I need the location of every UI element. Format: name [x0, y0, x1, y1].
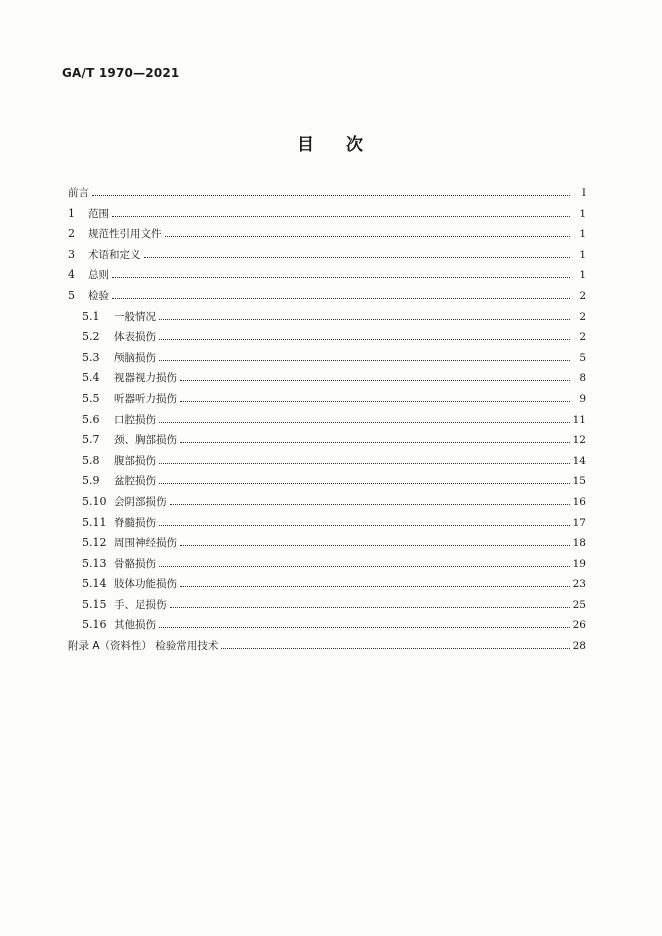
- toc-entry-number: 5.13: [82, 556, 107, 570]
- toc-entry-page: 2: [579, 289, 586, 302]
- toc-entry-page: 1: [579, 228, 586, 241]
- toc-dot-leader: [159, 566, 570, 567]
- toc-entry-number: 5.15: [82, 597, 107, 611]
- toc-entry-label: 手、足损伤: [114, 598, 167, 611]
- toc-entry[interactable]: [68, 535, 586, 556]
- toc-dot-leader: [144, 257, 571, 258]
- toc-entry-number: 5.3: [82, 350, 100, 364]
- toc-entry-number: 5.12: [82, 536, 107, 550]
- toc-entry-label: 口腔损伤: [114, 413, 156, 426]
- toc-entry[interactable]: [68, 453, 586, 474]
- toc-dot-leader: [180, 442, 570, 443]
- toc-entry[interactable]: [68, 329, 586, 350]
- toc-dot-leader: [170, 504, 571, 505]
- toc-entry-label: 会阴部损伤: [114, 495, 167, 508]
- toc-dot-leader: [112, 216, 570, 217]
- toc-entry-label: 视器视力损伤: [114, 372, 177, 385]
- toc-entry-page: 18: [572, 537, 586, 550]
- toc-entry-number: 5.5: [82, 391, 100, 405]
- toc-dot-leader: [112, 298, 570, 299]
- toc-dot-leader: [159, 319, 570, 320]
- toc-entry[interactable]: [68, 226, 586, 247]
- toc-entry[interactable]: [68, 515, 586, 536]
- toc-dot-leader: [165, 236, 571, 237]
- toc-entry-page: 16: [572, 495, 586, 508]
- toc-entry-page: 12: [572, 434, 586, 447]
- toc-entry[interactable]: [68, 638, 586, 659]
- toc-entry-number: 5.2: [82, 330, 100, 344]
- toc-entry-label: 其他损伤: [114, 619, 156, 632]
- toc-entry[interactable]: [68, 556, 586, 577]
- toc-entry-number: 5.10: [82, 494, 107, 508]
- toc-entry[interactable]: [68, 185, 586, 206]
- toc-entry-page: 15: [572, 475, 586, 488]
- toc-entry-page: 1: [579, 207, 586, 220]
- toc-entry-label: 一般情况: [114, 310, 156, 323]
- toc-entry-page: 11: [572, 413, 586, 426]
- toc-entry-label: 附录 A（资料性） 检验常用技术: [68, 640, 219, 653]
- toc-entry-number: 5.6: [82, 412, 100, 426]
- toc-entry-page: 17: [572, 516, 586, 529]
- toc-entry-number: 4: [68, 268, 75, 282]
- toc-entry[interactable]: [68, 597, 586, 618]
- toc-entry-number: 3: [68, 247, 75, 261]
- toc-entry-number: 5.4: [82, 371, 100, 385]
- toc-entry-label: 总则: [88, 269, 109, 282]
- toc-entry-number: 2: [68, 227, 75, 241]
- toc-dot-leader: [159, 525, 570, 526]
- toc-entry-label: 腹部损伤: [114, 454, 156, 467]
- toc-entry-page: 2: [579, 310, 586, 323]
- toc-entry-page: 23: [572, 578, 586, 591]
- toc-entry[interactable]: [68, 350, 586, 371]
- toc-entry-number: 5.7: [82, 433, 100, 447]
- toc-dot-leader: [159, 627, 570, 628]
- toc-entry-label: 肢体功能损伤: [114, 578, 177, 591]
- toc-entry[interactable]: [68, 412, 586, 433]
- toc-entry[interactable]: [68, 432, 586, 453]
- toc-entry-label: 检验: [88, 289, 109, 302]
- toc-entry-number: 5.9: [82, 474, 100, 488]
- toc-entry-page: 5: [579, 351, 586, 364]
- toc-title: [0, 130, 662, 155]
- toc-dot-leader: [180, 401, 570, 402]
- toc-dot-leader: [92, 195, 570, 196]
- toc-dot-leader: [180, 545, 570, 546]
- toc-title-part1: 目: [297, 135, 316, 155]
- toc-entry-page: 8: [579, 372, 586, 385]
- toc-entry-label: 脊髓损伤: [114, 516, 156, 529]
- toc-dot-leader: [159, 422, 570, 423]
- toc-entry[interactable]: [68, 494, 586, 515]
- toc-entry-number: 5.8: [82, 453, 100, 467]
- toc-dot-leader: [180, 380, 570, 381]
- toc-entry-number: 5.11: [82, 515, 107, 529]
- toc-dot-leader: [180, 586, 570, 587]
- toc-entry-label: 前言: [68, 187, 89, 199]
- toc-entry[interactable]: [68, 288, 586, 309]
- toc-entry-page: 9: [579, 392, 586, 405]
- toc-entry-label: 颅脑损伤: [114, 351, 156, 364]
- toc-dot-leader: [221, 648, 570, 649]
- document-code: GA/T 1970—2021: [62, 66, 180, 80]
- toc-dot-leader: [159, 339, 570, 340]
- toc-entry-page: 28: [572, 640, 586, 653]
- toc-entry-number: 5.14: [82, 577, 107, 591]
- toc-entry[interactable]: [68, 206, 586, 227]
- toc-entry[interactable]: [68, 617, 586, 638]
- toc-entry[interactable]: [68, 370, 586, 391]
- toc-entry[interactable]: [68, 576, 586, 597]
- toc-entry-label: 范围: [88, 207, 109, 220]
- toc-entry-label: 听器听力损伤: [114, 392, 177, 405]
- toc-entry-number: 1: [68, 206, 75, 220]
- toc-dot-leader: [159, 463, 570, 464]
- toc-entry[interactable]: [68, 247, 586, 268]
- toc-entry-number: 5.16: [82, 618, 107, 632]
- toc-entry-page: 19: [572, 557, 586, 570]
- toc-entry-number: 5: [68, 288, 75, 302]
- toc-entry-page: 26: [572, 619, 586, 632]
- toc-entry-page: Ⅰ: [581, 187, 586, 199]
- toc-entry-page: 25: [572, 598, 586, 611]
- toc-title-part2: 次: [346, 135, 365, 155]
- toc-dot-leader: [159, 483, 570, 484]
- toc-entry-page: 14: [572, 454, 586, 467]
- toc-entry[interactable]: [68, 267, 586, 288]
- table-of-contents: [68, 185, 586, 659]
- toc-entry-label: 规范性引用文件: [88, 228, 162, 241]
- toc-entry-number: 5.1: [82, 309, 100, 323]
- toc-dot-leader: [112, 277, 570, 278]
- toc-dot-leader: [170, 607, 571, 608]
- toc-entry-label: 术语和定义: [88, 248, 141, 261]
- toc-entry[interactable]: [68, 473, 586, 494]
- toc-entry-page: 1: [579, 269, 586, 282]
- toc-entry-label: 盆腔损伤: [114, 475, 156, 488]
- toc-entry-page: 2: [579, 331, 586, 344]
- toc-entry-label: 周围神经损伤: [114, 537, 177, 550]
- toc-entry-page: 1: [579, 248, 586, 261]
- toc-dot-leader: [159, 360, 570, 361]
- toc-entry-label: 骨骼损伤: [114, 557, 156, 570]
- toc-entry[interactable]: [68, 391, 586, 412]
- toc-entry[interactable]: [68, 309, 586, 330]
- toc-entry-label: 体表损伤: [114, 331, 156, 344]
- toc-entry-label: 颈、胸部损伤: [114, 434, 177, 447]
